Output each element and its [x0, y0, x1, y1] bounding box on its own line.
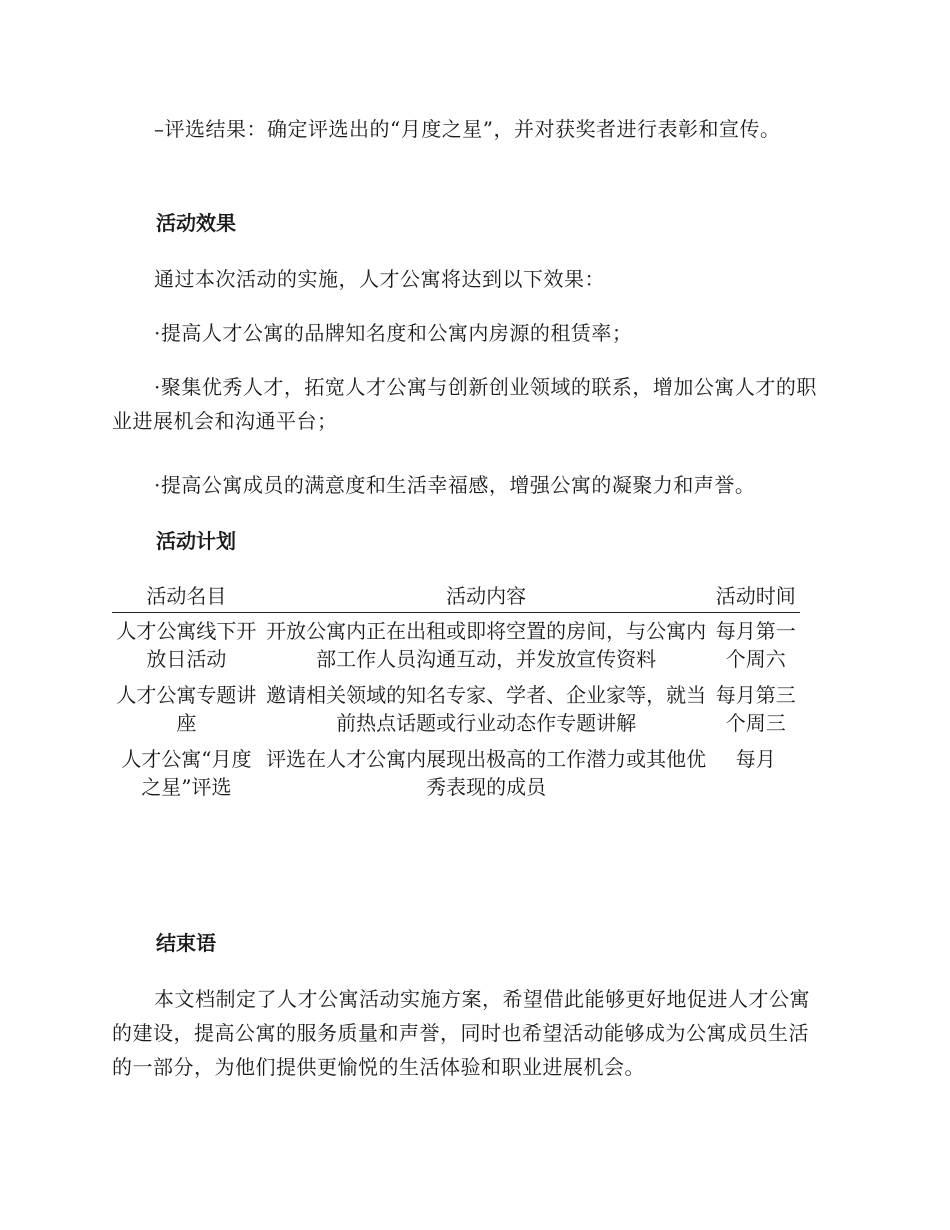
table-row	[112, 613, 800, 678]
cell-activity-time: 每月第一个周六	[715, 619, 796, 671]
cell-activity-name: 人才公寓线下开放日活动	[116, 619, 257, 671]
conclusion-heading: 结束语	[156, 931, 216, 955]
plan-table	[112, 582, 800, 805]
table-row	[112, 677, 800, 741]
selection-result-paragraph: –评选结果：确定评选出的“月度之星”，并对获奖者进行表彰和宣传。	[154, 117, 781, 141]
cell-activity-time: 每月第三个周三	[715, 683, 796, 735]
cell-activity-name: 人才公寓“月度之星”评选	[121, 747, 252, 799]
cell-activity-content: 邀请相关领域的知名专家、学者、企业家等，就当前热点话题或行业动态作专题讲解	[266, 683, 707, 735]
table-row	[112, 741, 800, 805]
plan-table-header-row	[112, 582, 800, 613]
conclusion-paragraph: 本文档制定了人才公寓活动实施方案，希望借此能够更好地促进人才公寓的建设，提高公寓的服务质量和声誉，同时也希望活动能够成为公寓成员生活的一部分，为他们提供更愉悦的生活体验和职业进展机会。	[112, 987, 810, 1079]
column-header-content: 活动内容	[261, 582, 712, 613]
effects-heading: 活动效果	[156, 211, 236, 235]
cell-activity-name: 人才公寓专题讲座	[116, 683, 257, 735]
effects-item-3: ·提高公寓成员的满意度和生活幸福感，增强公寓的凝聚力和声誉。	[154, 473, 756, 497]
cell-activity-content: 开放公寓内正在出租或即将空置的房间，与公寓内部工作人员沟通互动，并发放宣传资料	[266, 619, 707, 671]
column-header-time: 活动时间	[711, 582, 800, 613]
effects-item-2: ·聚集优秀人才，拓宽人才公寓与创新创业领域的联系，增加公寓人才的职业进展机会和沟通平台；	[112, 375, 817, 433]
plan-heading: 活动计划	[156, 529, 236, 553]
cell-activity-time: 每月	[735, 747, 776, 771]
column-header-name: 活动名目	[112, 582, 261, 613]
cell-activity-content: 评选在人才公寓内展现出极高的工作潜力或其他优秀表现的成员	[266, 747, 707, 799]
effects-lead: 通过本次活动的实施，人才公寓将达到以下效果：	[154, 267, 605, 291]
effects-item-1: ·提高人才公寓的品牌知名度和公寓内房源的租赁率；	[154, 321, 633, 345]
